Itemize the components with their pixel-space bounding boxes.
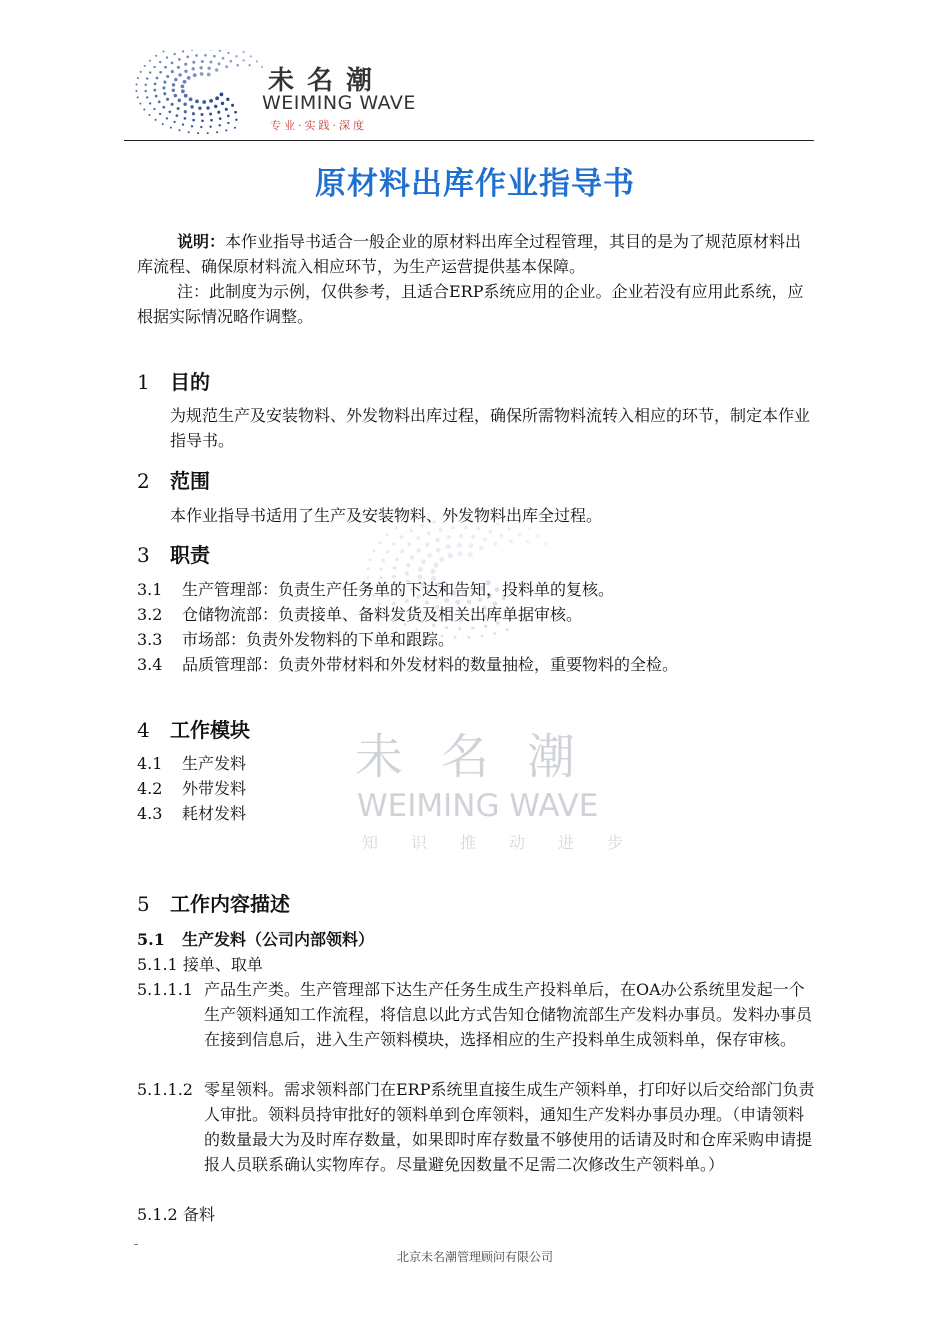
document-title: 原材料出库作业指导书 xyxy=(315,166,635,202)
clause-5-1-1-1 xyxy=(137,977,819,1052)
module-item: 4.1 生产发料 xyxy=(137,754,247,773)
brand-name-cn: 未名潮 xyxy=(268,66,386,96)
logo-wave-icon xyxy=(133,50,263,135)
intro-paragraph xyxy=(137,229,817,279)
subsection-5-1-heading: 5.1 生产发料（公司内部领料） xyxy=(137,930,375,949)
brand-slogan: 专业·实践·深度 xyxy=(270,119,367,132)
responsibility-item: 3.3 市场部：负责外发物料的下单和跟踪。 xyxy=(137,630,455,649)
watermark-slogan: 知识推动进步 xyxy=(362,833,657,852)
responsibility-item: 3.2 仓储物流部：负责接单、备料发货及相关出库单据审核。 xyxy=(137,605,583,624)
responsibility-item: 3.1 生产管理部：负责生产任务单的下达和告知，投料单的复核。 xyxy=(137,580,615,599)
intro-text: 本作业指导书适合一般企业的原材料出库全过程管理，其目的是为了规范原材料出库流程、确保原材料流入相应环节，为生产运营提供基本保障。 xyxy=(137,232,802,276)
footer-mark: - xyxy=(134,1237,139,1251)
section-4-heading: 4 工作模块 xyxy=(137,718,250,742)
intro-label: 说明： xyxy=(177,232,226,251)
section-5-heading: 5 工作内容描述 xyxy=(137,892,290,916)
subsection-5-1-2: 5.1.2 备料 xyxy=(137,1205,215,1224)
module-item: 4.2 外带发料 xyxy=(137,779,247,798)
section-2-heading: 2 范围 xyxy=(137,469,210,493)
header-divider xyxy=(124,140,814,141)
section-3-heading: 3 职责 xyxy=(137,543,210,567)
clause-5-1-1-2 xyxy=(137,1077,819,1177)
watermark-brand-cn: 未名潮 xyxy=(355,729,614,785)
clause-number: 5.1.1.1 xyxy=(137,980,193,999)
intro-note: 注：此制度为示例，仅供参考，且适合ERP系统应用的企业。企业若没有应用此系统，应根据实际情况略作调整。 xyxy=(137,282,804,326)
responsibility-item: 3.4 品质管理部：负责外带材料和外发材料的数量抽检，重要物料的全检。 xyxy=(137,655,679,674)
clause-text: 零星领料。需求领料部门在ERP系统里直接生成生产领料单，打印好以后交给部门负责人审批。领料员持审批好的领料单到仓库领料，通知生产发料办事员办理。（申请领料的数量最大为及时库存数量，如果即时库存数量不够使用的话请及时和仓库采购申请提报人员联系确认实物库存。尽量避免因数量不足需二次修改生产领料单。） xyxy=(204,1080,815,1174)
subsection-5-1-1: 5.1.1 接单、取单 xyxy=(137,955,263,974)
footer-company: 北京未名潮管理顾问有限公司 xyxy=(396,1250,553,1264)
clause-number: 5.1.1.2 xyxy=(137,1080,193,1099)
clause-text: 产品生产类。生产管理部下达生产任务生成生产投料单后，在OA办公系统里发起一个生产领料通知工作流程，将信息以此方式告知仓储物流部生产发料办事员。发料办事员在接到信息后，进入生产领料模块，选择相应的生产投料单生成领料单，保存审核。 xyxy=(204,980,813,1049)
watermark-brand-en: WEIMING WAVE xyxy=(357,788,599,824)
brand-name-en: WEIMING WAVE xyxy=(262,92,416,114)
section-1-text: 为规范生产及安装物料、外发物料出库过程，确保所需物料流转入相应的环节，制定本作业指导书。 xyxy=(170,406,811,450)
section-1-heading: 1 目的 xyxy=(137,370,210,394)
module-item: 4.3 耗材发料 xyxy=(137,804,247,823)
section-2-text: 本作业指导书适用了生产及安装物料、外发物料出库全过程。 xyxy=(170,506,603,525)
